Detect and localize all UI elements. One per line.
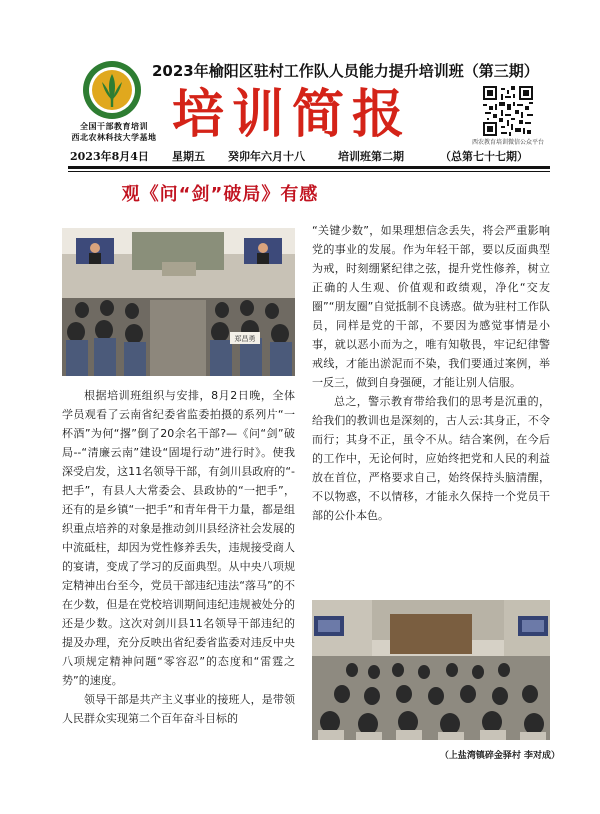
photo-nameplate: 郑昌勇: [234, 335, 256, 343]
article-paragraph: 总之，警示教育带给我们的思考是沉重的，给我们的教训也是深刻的，古人云:其身正，不令而行；其身不正，虽令不从。结合案例，在今后的工作中，无论何时，应始终把党和人民的利益放在首位，严格要求自己，始终保持头脑清醒，不以物惑，不以情移，才能永久保持一个党员干部的公仆本色。: [312, 395, 550, 522]
article-column-right: [312, 221, 550, 525]
photo-classroom: [312, 600, 550, 740]
training-class-title: 2023年榆阳区驻村工作队人员能力提升培训班（第三期）: [152, 62, 539, 80]
issue-number: 培训班第二期: [338, 150, 404, 163]
article-paragraph: 根据培训班组织与安排，8月2日晚，全体学员观看了云南省纪委省监委拍摄的系列片“一杯酒”为何“撂”倒了20余名干部?—《问“剑”破局--“清廉云南”建设“固堤行动”进行时》。使我深受启发，这11名领导干部，有剑川县政府的“-把手”，有县人大常委会、县政协的“一把手”，还有的是乡镇“一把手”和青年骨干力量，都是组织重点培养的对象是推动剑川县经济社会发展的中流砥柱，却因为党性修养丢失，违规接受商人的宴请，变成了学习的反面典型。从中央八项规定精神出台至今，党员干部违纪违法“落马”的不在少数，但是在党校培训期间违纪违规被处分的还是少数。这次对剑川县11名领导干部违纪的提及办理，充分反映出省纪委省监委对违反中央八项规定精神问题“零容忍”的态度和“雷霆之势”的速度。: [62, 389, 295, 687]
header-rule-thin: [68, 171, 550, 172]
total-issue: （总第七十七期）: [440, 150, 528, 163]
header-rule: [68, 166, 550, 169]
logo-org-line1: 全国干部教育培训: [80, 121, 148, 131]
photo-viewing-session: [62, 228, 295, 376]
article-title: 观《问“剑”破局》有感: [121, 184, 319, 205]
newsletter-title: 培训简报: [172, 84, 413, 145]
university-logo: [82, 60, 142, 120]
qr-code-icon: [483, 86, 533, 136]
photo-caption: （上盐湾镇碎金驿村 李对成）: [439, 751, 560, 761]
weekday: 星期五: [172, 150, 205, 163]
article-paragraph: 领导干部是共产主义事业的接班人，是带领人民群众实现第二个百年奋斗目标的: [62, 693, 295, 725]
training-base-label: [68, 121, 160, 143]
logo-org-line2: 西北农林科技大学基地: [71, 132, 157, 142]
article-column-left: [62, 386, 295, 728]
lunar-date: 癸卯年六月十八: [228, 150, 305, 163]
date-bar: [70, 148, 550, 166]
issue-date: 2023年8月4日: [70, 150, 149, 163]
qr-caption: 西农教育培训微信公众平台: [471, 139, 544, 146]
article-paragraph: “关键少数”，如果理想信念丢失，将会严重影响党的事业的发展。作为年轻干部，要以反面典型为戒，时刻绷紧纪律之弦，提升党性修养，树立正确的人生观、价值观和政绩观，净化“交友圈”“朋友圈”自觉抵制不良诱惑。做为驻村工作队员，同样是党的干部，不要因为感觉事情是小事，就以恶小而为之，唯有知敬畏，牢记纪律警戒线，才能出淤泥而不染，我们要通过案例，举一反三，做到自身强硬，才能让别人信服。: [312, 224, 550, 389]
